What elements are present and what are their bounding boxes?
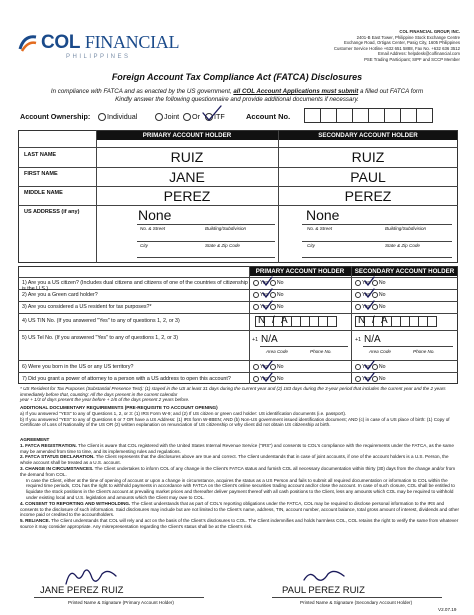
secondary-printed-name: PAUL PEREZ RUIZ [282,585,365,596]
note-line-2: year + 1/3 of days present the year before + 1/6 of the days present 2 years before. [20,397,190,403]
additional-heading: ADDITIONAL DOCUMENTARY REQUIREMENTS (PRE-REQUISITE TO ACCOUNT OPENING) [20,405,218,410]
city-label: City [307,243,315,248]
tin-digit-box[interactable] [427,316,437,327]
option-label: Or [192,112,200,121]
additional-requirements [20,405,460,428]
question-1: 1) Are you a US citizen? (Includes dual citizens and citizens of one of the countries of citizenship is the U.S.) [22,280,248,292]
tel-line [260,346,348,347]
signature-line [34,597,204,598]
radio-icon[interactable] [253,280,259,286]
row-divider [18,330,458,331]
handwritten-check-icon [364,275,376,315]
area-code-label: Area Code [369,349,391,354]
no-label: No [378,364,386,370]
secondary-us-address[interactable]: None [306,207,340,223]
row-divider [18,313,458,314]
address-line [137,241,275,242]
question-6: 6) Were you born in the US or any US territory? [22,364,134,370]
question-4: 4) US TIN No. (If you answered "Yes" to any of questions 1, 2, or 3) [22,318,180,324]
secondary-signature-caption: Printed Name & Signature (Secondary Account Holder) [300,600,413,605]
no-label: No [276,304,284,310]
radio-icon[interactable] [355,376,361,382]
yes-label: Yes [362,292,371,298]
yes-label: Yes [362,376,371,382]
additional-a: a) If you answered "YES" to any of Questions 1, 2, or 3: (1) IRS Form W-9; and (2) If US citizen or green card holder: US identification documents (i.e. passport). [20,410,347,416]
q-primary-header: PRIMARY ACCOUNT HOLDER [249,267,351,276]
agreement-item: In case the Client, either at the time of opening of account or upon a change in circumstance, acquires the status as a US Person and fails to submit all required documentation or information to COL within the required time periods, COL has the right to withhold payments in accordance with FATCA on the Client's online securities trading account and/or close the account. In case of such closure, COL shall be entitled to liquidate the stock positions in the Client's account at prevailing market prices and thereafter deliver payment thereof with all cash positions to the Client, less any amounts which COL may be required to withhold under existing local and U.S. legislation and amounts which the Client may owe to COL. [26,477,455,500]
row-divider [18,186,458,187]
handwritten-check-icon [201,104,223,122]
secondary-middle-name[interactable]: PEREZ [344,188,392,204]
option-label: ITF [214,112,225,121]
row-divider [18,167,458,168]
street-label: No. & Street [307,226,333,231]
ownership-joint[interactable] [155,112,179,121]
question-2: 2) Are you a Green card holder? [22,292,98,298]
intro-post: a filled out FATCA form [358,88,424,95]
primary-holder-header: PRIMARY ACCOUNT HOLDER [96,131,278,140]
middle-name-label: MIDDLE NAME [24,190,63,196]
agreement-item: 3. CHANGE IN CIRCUMSTANCES. The Client undertakes to inform COL of any change in the Client's FATCA status and furnish COL all necessary documentation within thirty (30) days from the change and/or from the demand from COL. [20,465,456,477]
primary-middle-name[interactable]: PEREZ [163,188,211,204]
yes-label: Yes [362,364,371,370]
account-digit-box[interactable] [368,108,385,123]
form-version: V2.07.19 [438,607,457,612]
form-intro [30,88,444,104]
ownership-or[interactable] [183,112,200,121]
option-label: Joint [164,112,180,121]
account-digit-box[interactable] [416,108,433,123]
company-logo [18,30,180,66]
account-number-label: Account No. [246,112,291,121]
no-label: No [276,376,284,382]
street-label: No. & Street [140,226,166,231]
table-divider [351,266,352,384]
yes-label: Yes [260,376,269,382]
secondary-first-name[interactable]: PAUL [350,169,386,185]
account-digit-box[interactable] [304,108,321,123]
note-line-1: * US Resident for Tax Purposes (Substantial Presence Test): (1) stayed in the US at least 31 days during the current year and (2) 183 days during the 3-year period that includes the current year and the 2 years immediately before that, counting: All the days present in the current calendar [20,386,446,397]
phone-no-label: Phone No. [413,349,435,354]
secondary-tel-value[interactable]: N/A [364,334,381,345]
address-line [302,224,452,225]
radio-icon[interactable] [355,292,361,298]
tel-line [363,346,453,347]
primary-printed-name: JANE PEREZ RUIZ [40,585,124,596]
primary-us-address[interactable]: None [138,207,172,223]
row-divider [18,301,458,302]
radio-icon[interactable] [253,304,259,310]
row-divider [18,277,458,278]
no-label: No [378,280,386,286]
radio-icon[interactable] [183,113,191,121]
radio-icon[interactable] [253,292,259,298]
account-digit-box[interactable] [400,108,417,123]
no-label: No [378,304,386,310]
account-number-boxes[interactable] [305,108,433,123]
city-label: City [140,243,148,248]
building-label: Building/Subdivision [385,226,427,231]
row-divider [18,372,458,373]
logo-wordmark: COL FINANCIAL [41,32,180,53]
company-name: COL FINANCIAL GROUP, INC. [399,29,460,34]
intro-line-2: Kindly answer the following questionnaire and provide additional documents if necessary. [115,96,359,103]
address-line [137,257,275,258]
form-title: Foreign Account Tax Compliance Act (FATCA) Disclosures [111,72,363,82]
ownership-label: Account Ownership: [20,112,91,121]
radio-icon[interactable] [355,280,361,286]
yes-label: Yes [260,292,269,298]
no-label: No [378,376,386,382]
primary-tel-prefix: +1 [252,337,259,343]
yes-label: Yes [260,280,269,286]
no-label: No [276,364,284,370]
address-line [302,241,452,242]
secondary-holder-header: SECONDARY ACCOUNT HOLDER [279,131,457,140]
radio-icon[interactable] [355,304,361,310]
yes-label: Yes [362,304,371,310]
account-digit-box[interactable] [320,108,337,123]
state-label: State & Zip Code [385,243,420,248]
agreement-heading: AGREEMENT [20,437,50,442]
row-divider [18,360,458,361]
primary-tel-value[interactable]: N/A [261,334,278,345]
last-name-label: LAST NAME [24,152,57,158]
primary-signature-caption: Printed Name & Signature (Primary Account Holder) [68,600,174,605]
address-line [137,224,275,225]
table-divider [249,266,250,384]
secondary-signature-icon [300,568,350,586]
handwritten-check-icon [262,275,274,315]
account-digit-box[interactable] [384,108,401,123]
area-code-label: Area Code [266,349,288,354]
tin-digit-box[interactable] [327,316,337,327]
question-7: 7) Did you grant a power of attorney to a person with a US address to open this account? [22,376,231,382]
logo-subtitle: PHILIPPINES [66,54,131,60]
account-digit-box[interactable] [352,108,369,123]
account-digit-box[interactable] [336,108,353,123]
trading-participant: PSE Trading Participant; SIPF and SCCP Member [364,56,460,62]
radio-icon[interactable] [253,364,259,370]
secondary-tin-value[interactable]: N / A [358,315,390,326]
primary-last-name[interactable]: RUIZ [170,149,204,165]
option-label: Individual [107,112,138,121]
secondary-last-name[interactable]: RUIZ [351,149,385,165]
radio-icon[interactable] [253,376,259,382]
yes-label: Yes [260,304,269,310]
hotline: Customer Service Hotline +632 651 5888, Fax No. +632 636 3512 [333,45,460,51]
address-line-2: Exchange Road, Ortigas Center, Pasig City, 1605 Philippines [343,40,460,46]
yes-label: Yes [362,280,371,286]
ownership-individual[interactable] [98,112,137,121]
secondary-tel-prefix: +1 [355,337,362,343]
radio-icon[interactable] [155,113,163,121]
first-name-label: FIRST NAME [24,171,58,177]
address-line [302,257,452,258]
no-label: No [276,292,284,298]
address-line-1: 2401-B East Tower, Philippine Stock Exchange Centre [356,34,460,40]
logo-emblem-icon [18,33,38,53]
agreement-item: 1. FATCA REGISTRATION. The Client is aware that COL registered with the United States Internal Revenue Service ("IRS") and consents to COL's compliance with the requirements under the FATCA, as the same may be amended from time to time, and its implementing rules and regulations. [20,442,454,454]
agreement-item: 4. CONSENT TO REPORTING AND WITHHOLDING. The Client understands that as part of COL's reporting obligations under the FATCA, COL may be required to disclose personal information to the IRS and consents to the disclosure of such information. Said disclosures may include but are not limited to the Client's name, address, TIN, account number, account balance, total gross amount of interest, dividends and other income paid or credited to the accountholders. [20,500,459,518]
agreement-section [20,437,460,530]
us-address-label: US ADDRESS (if any) [24,209,80,215]
email: Email Address: helpdesk@colfinancial.com [378,51,460,57]
question-3: 3) Are you considered a US resident for tax purposes?* [22,304,152,310]
agreement-item: 2. FATCA STATUS DECLARATION. The Client represents that the disclosures above are true and correct. The Client understands that in case of joint accounts, if one of the account holders is a U.S. Person, the whole account shall be treated as a U.S. account. [20,454,449,466]
primary-tin-value[interactable]: N / A [258,315,290,326]
intro-emphasis: all COL Account Applications must submit [233,88,359,95]
row-divider [18,205,458,206]
building-label: Building/Subdivision [205,226,247,231]
radio-icon[interactable] [98,113,106,121]
handwritten-check-icon [262,359,274,387]
radio-icon[interactable] [355,364,361,370]
primary-first-name[interactable]: JANE [169,169,205,185]
no-label: No [276,280,284,286]
handwritten-check-icon [364,359,376,387]
intro-pre: In compliance with FATCA and as enacted by the US government, [50,88,234,95]
no-label: No [378,292,386,298]
signature-line [272,597,442,598]
question-5: 5) US Tel No. (If you answered "Yes" to any of questions 1, 2, or 3) [22,335,178,341]
q-secondary-header: SECONDARY ACCOUNT HOLDER [352,267,457,276]
agreement-item: 5. RELIANCE. The Client understands that COL will rely and act on the basis of the Client's disclosures to COL. The Client indemnifies and holds harmless COL, COL retains the right to verify the same from whatever source it may consider appropriate. Any misrepresentation regarding the Client's status shall be at the Client's risk. [20,518,459,529]
phone-no-label: Phone No. [310,349,332,354]
us-resident-note [20,386,460,403]
additional-b: b) If you answered "YES" to any of Questions 6 or 7 OR have a US Address: (1) IRS form W-8BEN; AND (b) Non-US government issued identification document; AND (c) in case of a US place of birth: (1) Copy of Certificate of Loss of Nationality of the US OR (2) written explanation on renunciation of US citizenship or why client did not obtain US citizenship at birth. [20,416,450,428]
state-label: State & Zip Code [205,243,240,248]
yes-label: Yes [260,364,269,370]
company-address-block [290,29,460,63]
row-divider [18,147,458,148]
